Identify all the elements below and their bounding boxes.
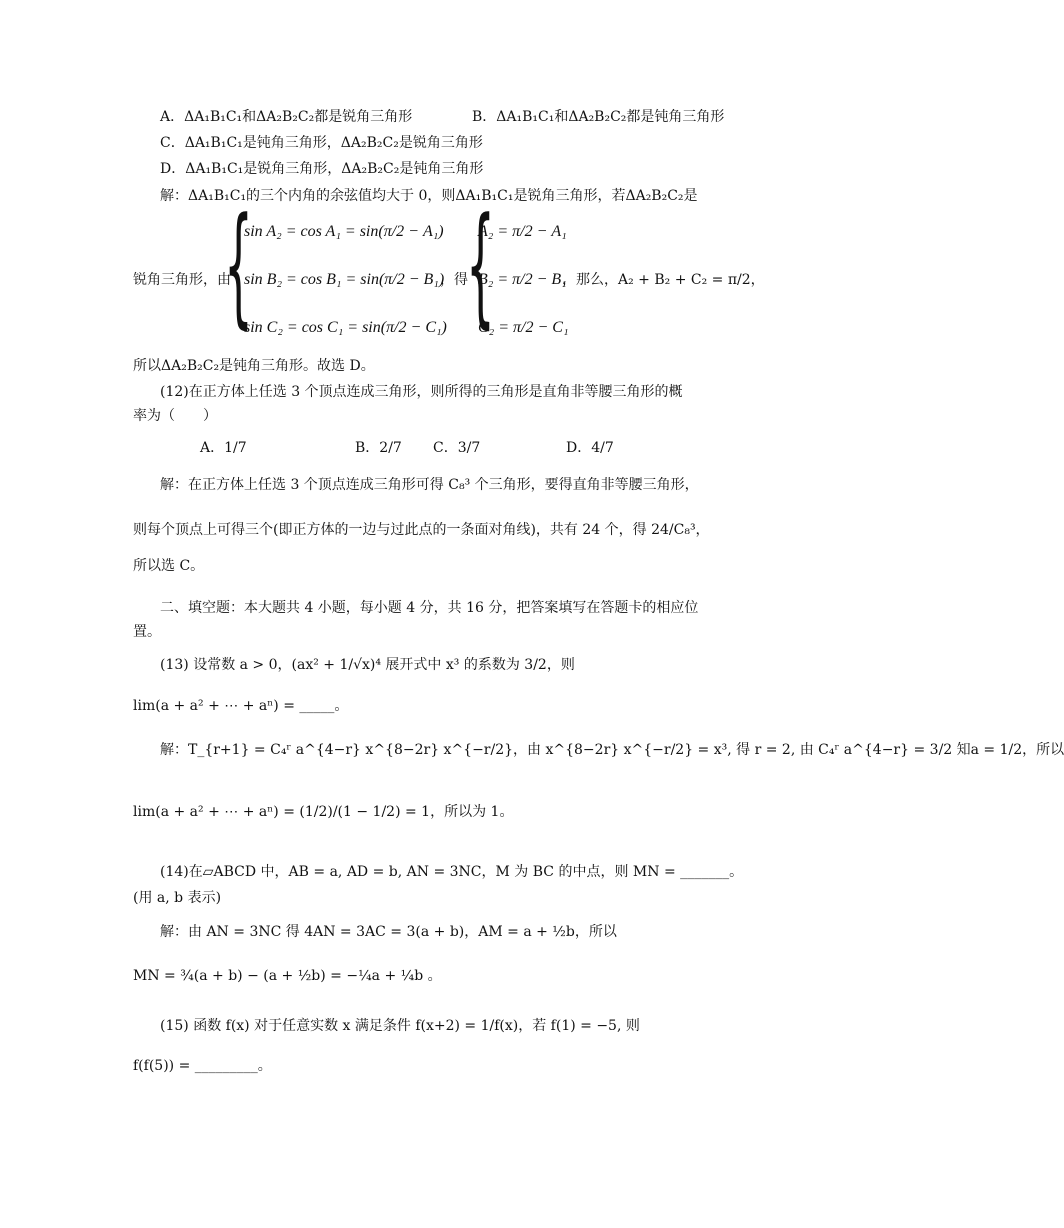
- option-d: D．ΔA₁B₁C₁是锐角三角形，ΔA₂B₂C₂是钝角三角形: [160, 161, 484, 177]
- solution-conclusion: 所以ΔA₂B₂C₂是钝角三角形。故选 D。: [133, 358, 375, 374]
- option-a: A．ΔA₁B₁C₁和ΔA₂B₂C₂都是锐角三角形: [160, 109, 413, 125]
- solution-line: 解：由 AN = 3NC 得 4AN = 3AC = 3(a + b)，AM = a + ½b，所以: [160, 924, 617, 940]
- connector-text: ，得: [440, 272, 468, 288]
- question-stem: (用 a, b 表示): [133, 890, 222, 906]
- question-stem: 率为（ ）: [133, 408, 217, 424]
- solution-line: lim(a + a² + ⋯ + aⁿ) = (1/2)/(1 − 1/2) = 1，所以为 1。: [133, 804, 514, 820]
- solution-line: MN = ¾(a + b) − (a + ½b) = −¼a + ¼b 。: [133, 968, 442, 984]
- question-stem: lim(a + a² + ⋯ + aⁿ) = _____。: [133, 698, 349, 714]
- equation: B₂ = π/2 − B₁: [478, 271, 567, 288]
- question-stem: (15) 函数 f(x) 对于任意实数 x 满足条件 f(x+2) = 1/f(x)，若 f(1) = −5, 则: [160, 1018, 640, 1034]
- solution-suffix: ，那么，A₂ + B₂ + C₂ = π/2，: [562, 272, 765, 288]
- solution-prefix: 锐角三角形，由: [133, 272, 231, 288]
- solution-line: 则每个顶点上可得三个(即正方体的一边与过此点的一条面对角线)，共有 24 个，得 24/C₈³，: [133, 522, 710, 538]
- option-b: B．2/7: [355, 440, 402, 456]
- option-c: C．ΔA₁B₁C₁是钝角三角形，ΔA₂B₂C₂是锐角三角形: [160, 135, 483, 151]
- section-heading: 置。: [133, 624, 161, 640]
- solution-line: 解：T_{r+1} = C₄ʳ a^{4−r} x^{8−2r} x^{−r/2}，由 x^{8−2r} x^{−r/2} = x³, 得 r = 2, 由 C₄ʳ a^{4−r} = 3/2 知a = 1/2，所以: [160, 742, 1064, 758]
- solution-conclusion: 所以选 C。: [133, 558, 205, 574]
- solution-line: 解：ΔA₁B₁C₁的三个内角的余弦值均大于 0，则ΔA₁B₁C₁是锐角三角形，若ΔA₂B₂C₂是: [160, 188, 698, 204]
- question-stem: (14)在▱ABCD 中，AB = a, AD = b, AN = 3NC，M 为 BC 的中点，则 MN = _______。: [160, 864, 744, 880]
- left-brace: {: [466, 189, 495, 341]
- question-stem: f(f(5)) = _________。: [133, 1058, 272, 1074]
- solution-line: 解：在正方体上任选 3 个顶点连成三角形可得 C₈³ 个三角形，要得直角非等腰三角形，: [160, 477, 699, 493]
- equation: sin B₂ = cos B₁ = sin(π/2 − B₁): [244, 271, 445, 288]
- question-stem: (13) 设常数 a > 0，(ax² + 1/√x)⁴ 展开式中 x³ 的系数为 3/2，则: [160, 657, 575, 673]
- equation: sin A₂ = cos A₁ = sin(π/2 − A₁): [244, 223, 444, 240]
- left-brace: {: [224, 189, 253, 341]
- option-d: D．4/7: [566, 440, 614, 456]
- question-stem: (12)在正方体上任选 3 个顶点连成三角形，则所得的三角形是直角非等腰三角形的概: [160, 384, 683, 400]
- equation: sin C₂ = cos C₁ = sin(π/2 − C₁): [244, 319, 447, 336]
- option-a: A．1/7: [200, 440, 247, 456]
- equation: C₂ = π/2 − C₁: [478, 319, 569, 336]
- option-c: C．3/7: [433, 440, 481, 456]
- equation: A₂ = π/2 − A₁: [478, 223, 567, 240]
- section-heading: 二、填空题：本大题共 4 小题，每小题 4 分，共 16 分，把答案填写在答题卡的相应位: [160, 600, 699, 616]
- option-b: B．ΔA₁B₁C₁和ΔA₂B₂C₂都是钝角三角形: [472, 109, 725, 125]
